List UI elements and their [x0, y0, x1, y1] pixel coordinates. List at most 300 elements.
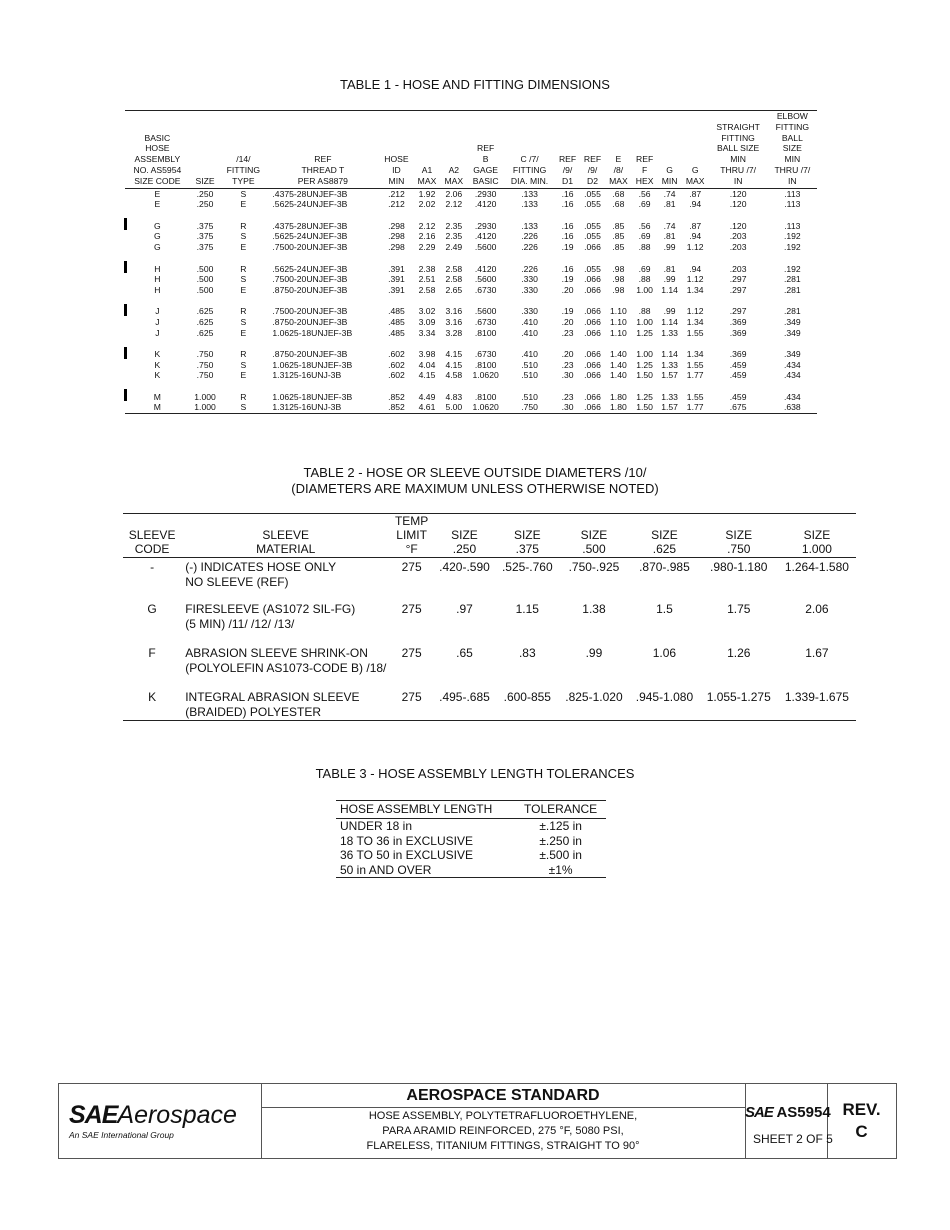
length-range: 36 TO 50 in EXCLUSIVE [340, 848, 473, 862]
sleeve-diameter: 1.339-1.675 [784, 689, 849, 704]
table1-size-group [125, 253, 817, 296]
table1-cell: .85 [612, 231, 625, 242]
table1-cell: .30 [561, 370, 574, 381]
table1-cell: .349 [783, 349, 801, 360]
table1-cell: 1.80 [610, 391, 627, 402]
table1-cell: .852 [388, 402, 405, 413]
table1-cell: 1.57 [661, 370, 678, 381]
table1-cell: G [154, 241, 161, 252]
table2-header-row [123, 514, 856, 558]
table1-col-header: G MAX [685, 164, 705, 186]
table1-col-header: A1 MAX [417, 164, 437, 186]
table1-cell: 1.12 [686, 306, 704, 317]
table1-cell: .203 [729, 263, 747, 274]
table1-cell: 2.58 [418, 284, 436, 295]
table1-cell: .602 [388, 370, 405, 381]
table1-cell: .88 [638, 274, 651, 285]
table1-col-header: REF THREAD T PER AS8879 [297, 154, 348, 186]
table1-cell: 5.00 [445, 402, 463, 413]
table1-cell: 3.16 [445, 306, 463, 317]
table1-cell: .391 [388, 284, 405, 295]
sleeve-diameter: .97 [456, 601, 473, 616]
table1-cell: 1.10 [610, 306, 627, 317]
table1-cell: .625 [196, 306, 214, 317]
table1-cell: .375 [196, 220, 214, 231]
table1-cell: 4.15 [445, 359, 463, 370]
sleeve-diameter: 1.06 [652, 645, 677, 660]
table1-cell: 2.29 [418, 241, 436, 252]
table1-cell: 1.000 [194, 402, 216, 413]
table-row [125, 210, 817, 232]
sleeve-diameter: 1.75 [727, 601, 751, 616]
sae-aerospace-logo: SAEAerospace [69, 1101, 237, 1129]
table1-col-header: A2 MAX [444, 164, 464, 186]
sleeve-diameter: .83 [518, 645, 536, 660]
table1-cell: M [153, 402, 161, 413]
table1-cell: .298 [388, 220, 405, 231]
table1-cell: .203 [729, 241, 747, 252]
table1-cell: .4375-28UNJEF-3B [272, 220, 348, 231]
table-row [125, 295, 817, 317]
table1-cell: E [154, 188, 161, 199]
table1-cell: .297 [729, 306, 747, 317]
table1-cell: .369 [729, 316, 747, 327]
table1-cell: .055 [584, 199, 601, 210]
table1-cell: R [240, 349, 247, 360]
table1-cell: .369 [729, 349, 747, 360]
table1-cell: 1.50 [636, 402, 653, 413]
table1-cell: .330 [521, 274, 538, 285]
table1-cell: .68 [612, 188, 625, 199]
table2-col-header: SIZE .750 [725, 528, 753, 556]
table1-cell: 1.00 [636, 316, 653, 327]
table1-cell: .23 [561, 327, 574, 338]
length-range: 18 TO 36 in EXCLUSIVE [340, 833, 473, 848]
standard-title-cell [261, 1084, 746, 1158]
table1-cell: 1.33 [661, 359, 678, 370]
table1-cell: .330 [521, 284, 538, 295]
table1-col-header: STRAIGHT FITTING BALL SIZE MIN THRU /7/ IN [716, 121, 760, 186]
table1-cell: 4.04 [418, 359, 436, 370]
table1-cell: .8750-20UNJEF-3B [272, 349, 348, 360]
table1-cell: .485 [388, 306, 405, 317]
table1-cell: .625 [196, 327, 214, 338]
table1-cell: .066 [584, 241, 601, 252]
table1-cell: .30 [561, 402, 574, 413]
revision-change-bar [124, 347, 127, 359]
table1-size-group [125, 188, 817, 210]
table1-cell: 1.00 [636, 349, 653, 360]
table1-cell: S [240, 359, 247, 370]
sleeve-diameter: .99 [585, 645, 603, 660]
table1-cell: .133 [521, 188, 538, 199]
table1-cell: .369 [729, 327, 747, 338]
table1-cell: .94 [689, 199, 702, 210]
sleeve-material: (-) INDICATES HOSE ONLY NO SLEEVE (REF) [185, 560, 337, 589]
table1-cell: .750 [196, 359, 214, 370]
table1-cell: 1.3125-16UNJ-3B [272, 402, 342, 413]
table1-cell: .133 [521, 220, 538, 231]
table1-cell: .87 [689, 188, 702, 199]
table1-cell: .99 [663, 306, 676, 317]
table1-cell: .120 [729, 199, 747, 210]
temp-limit: 275 [401, 601, 422, 616]
table1-cell: .638 [783, 402, 801, 413]
table2-col-header: SLEEVE CODE [128, 528, 176, 556]
table1-cell: .81 [663, 199, 676, 210]
table-row [125, 274, 817, 285]
table2-col-header: SIZE 1.000 [801, 528, 832, 556]
table1-cell: .459 [729, 359, 747, 370]
table-row [336, 848, 606, 863]
table1-cell: 1.000 [194, 391, 216, 402]
table1-cell: J [155, 306, 160, 317]
table1-col-header: HOSE ID MIN [384, 154, 409, 186]
table1-cell: 3.09 [418, 316, 436, 327]
table1-cell: 4.58 [445, 370, 463, 381]
table1-cell: 1.3125-16UNJ-3B [272, 370, 342, 381]
table1-cell: H [154, 274, 161, 285]
table1-cell: .510 [521, 370, 538, 381]
table1-cell: 1.0625-18UNJEF-3B [272, 327, 353, 338]
table1-col-header: REF /9/ D2 [583, 154, 602, 186]
table2-col-header: SIZE .500 [580, 528, 608, 556]
table1-cell: .56 [638, 188, 651, 199]
title-block [58, 1083, 897, 1159]
table1-cell: .120 [729, 220, 747, 231]
table1-col-header: E /8/ MAX [609, 154, 628, 186]
table1-cell: 1.12 [686, 274, 704, 285]
table1-cell: 1.57 [661, 402, 678, 413]
table1-cell: .16 [561, 188, 574, 199]
table1-cell: .510 [521, 359, 538, 370]
table-row [125, 360, 817, 371]
table1-cell: 1.25 [636, 391, 653, 402]
table1-cell: .459 [729, 391, 747, 402]
table1-cell: S [240, 188, 247, 199]
table1-col-header: SIZE [195, 175, 215, 186]
sleeve-diameter: 2.06 [805, 601, 829, 616]
table1-cell: .066 [584, 284, 601, 295]
table3-header-row [336, 801, 606, 819]
revision-change-bar [124, 389, 127, 401]
table1-cell: .485 [388, 316, 405, 327]
table1-cell: .391 [388, 274, 405, 285]
table1-size-group [125, 295, 817, 338]
table1-cell: S [240, 402, 247, 413]
table-row [125, 199, 817, 210]
table1-cell: .113 [784, 188, 801, 199]
length-range: UNDER 18 in [340, 819, 413, 833]
table1-size-group [125, 210, 817, 253]
table1-cell: E [240, 370, 247, 381]
table1-cell: 1.12 [686, 241, 704, 252]
revision-cell [827, 1084, 896, 1158]
table1-cell: .4120 [474, 231, 497, 242]
table1-cell: .98 [612, 263, 625, 274]
table1-cell: 3.98 [418, 349, 436, 360]
logo-subtitle: An SAE International Group [69, 1130, 174, 1140]
table1-cell: .113 [784, 199, 801, 210]
table1-size-group [125, 338, 817, 381]
table1-cell: 2.58 [445, 274, 463, 285]
standard-type: AEROSPACE STANDARD [261, 1084, 745, 1108]
sleeve-diameter: 1.26 [727, 645, 751, 660]
table1-cell: .250 [196, 188, 214, 199]
table2-caption-line1: TABLE 2 - HOSE OR SLEEVE OUTSIDE DIAMETERS /10/ [303, 465, 647, 480]
table3-header-tolerance: TOLERANCE [524, 802, 598, 816]
table-row [123, 600, 856, 644]
table3-header-length: HOSE ASSEMBLY LENGTH [340, 802, 493, 816]
table1-cell: 1.25 [636, 359, 653, 370]
sleeve-material: FIRESLEEVE (AS1072 SIL-FG) (5 MIN) /11/ /12/ /13/ [185, 601, 356, 631]
table-row [123, 644, 856, 688]
table-row [125, 338, 817, 360]
table1-cell: M [153, 391, 161, 402]
table1-cell: 2.06 [445, 188, 463, 199]
table1-cell: .055 [584, 263, 601, 274]
table1-cell: R [240, 220, 247, 231]
table1-cell: .2930 [474, 220, 497, 231]
temp-limit: 275 [401, 645, 422, 660]
table1-cell: .281 [783, 284, 801, 295]
table1-header-row [125, 111, 817, 189]
sheet-number: SHEET 2 OF 5 [753, 1132, 833, 1146]
table1-cell: .750 [196, 370, 214, 381]
table1-cell: .602 [388, 349, 405, 360]
table1-cell: 2.35 [445, 231, 463, 242]
table1-cell: R [240, 306, 247, 317]
table1-cell: .20 [561, 349, 574, 360]
table1-cell: 3.16 [445, 316, 463, 327]
table1-cell: 4.15 [445, 349, 463, 360]
sleeve-diameter: .870-.985 [639, 560, 690, 574]
sleeve-diameter: 1.38 [582, 601, 606, 616]
revision-value: C [855, 1122, 868, 1141]
table1-cell: .750 [196, 349, 214, 360]
table1-cell: .6730 [474, 316, 497, 327]
table1-cell: .485 [388, 327, 405, 338]
table1-cell: S [240, 316, 247, 327]
table1-cell: .281 [783, 306, 801, 317]
revision-change-bar [124, 218, 127, 230]
table1-cell: .2930 [474, 188, 497, 199]
table-row [125, 402, 817, 413]
sleeve-diameter: .980-1.180 [710, 560, 768, 574]
table1-cell: .500 [196, 284, 214, 295]
table1-cell: 1.0620 [472, 402, 499, 413]
table1-cell: .23 [561, 391, 574, 402]
table-row [336, 819, 606, 834]
table1-cell: .120 [729, 188, 747, 199]
table1-cell: .7500-20UNJEF-3B [272, 241, 348, 252]
table1-cell: K [154, 349, 161, 360]
table1-cell: .250 [196, 199, 214, 210]
table1-cell: 2.51 [418, 274, 436, 285]
table2-col-header: TEMP LIMIT °F [394, 514, 429, 556]
sleeve-diameter: .825-1.020 [565, 689, 623, 704]
table1-cell: .85 [612, 220, 625, 231]
table1-cell: .113 [784, 220, 801, 231]
table1-cell: .066 [584, 391, 601, 402]
table1-cell: 1.33 [661, 327, 678, 338]
table1-cell: S [240, 231, 247, 242]
temp-limit: 275 [401, 689, 422, 704]
sleeve-code: K [148, 689, 157, 704]
table1-cell: 2.58 [445, 263, 463, 274]
table1-cell: 1.40 [610, 370, 627, 381]
table1-cell: .5600 [474, 241, 497, 252]
table1-cell: 1.77 [686, 370, 704, 381]
table1-cell: .8100 [474, 391, 497, 402]
table1-cell: .5600 [474, 274, 497, 285]
sleeve-diameter: .945-1.080 [635, 689, 694, 704]
tolerance-value: ±.125 in [539, 819, 582, 833]
table1-cell: .212 [388, 199, 405, 210]
table1-cell: 4.15 [418, 370, 436, 381]
table1-cell: .330 [521, 306, 538, 317]
table1-cell: .226 [521, 231, 538, 242]
table1-cell: 1.14 [661, 316, 678, 327]
table1-cell: 1.50 [636, 370, 653, 381]
sleeve-diameter: 1.264-1.580 [784, 560, 849, 574]
table1-cell: H [154, 263, 161, 274]
table1-cell: 1.0620 [472, 370, 499, 381]
table1-cell: J [155, 316, 160, 327]
table-row [125, 285, 817, 296]
table1-cell: .7500-20UNJEF-3B [272, 306, 348, 317]
table1-cell: .56 [638, 220, 651, 231]
table1-cell: G [154, 220, 161, 231]
table1-cell: S [240, 274, 247, 285]
table1-cell: E [240, 241, 247, 252]
standard-description: HOSE ASSEMBLY, POLYTETRAFLUOROETHYLENE, PARA ARAMID REINFORCED, 275 °F, 5080 PSI, FLARELESS, TITANIUM FITTINGS, STRAIGHT TO 90° [366, 1110, 640, 1152]
hose-fitting-dimensions-table [125, 110, 817, 414]
table1-cell: .192 [783, 263, 801, 274]
table2-col-header: SIZE .250 [451, 528, 478, 556]
table-row [336, 863, 606, 878]
table2-col-header: SLEEVE MATERIAL [256, 528, 316, 556]
table1-cell: .6730 [474, 284, 497, 295]
table1-cell: .055 [584, 231, 601, 242]
table-row [125, 188, 817, 199]
table1-cell: .226 [521, 241, 538, 252]
table1-cell: 2.65 [445, 284, 463, 295]
table1-cell: .349 [783, 316, 801, 327]
table-row [125, 370, 817, 381]
table1-cell: 1.77 [686, 402, 704, 413]
table1-col-header: REF /9/ D1 [558, 154, 577, 186]
table1-cell: 2.12 [445, 199, 463, 210]
table1-cell: 1.34 [686, 349, 704, 360]
table1-col-header: G MIN [661, 164, 678, 186]
table1-cell: 1.55 [686, 391, 704, 402]
table1-cell: .16 [561, 231, 574, 242]
table1-cell: .69 [638, 199, 651, 210]
table-row [123, 688, 856, 721]
sleeve-diameter: 1.055-1.275 [706, 689, 771, 704]
table1-cell: E [240, 199, 247, 210]
sleeve-code: G [147, 601, 157, 616]
sleeve-diameter: .65 [456, 645, 473, 660]
sleeve-diameter: 1.15 [515, 601, 539, 616]
table1-cell: .434 [783, 391, 801, 402]
table1-cell: .4120 [474, 263, 497, 274]
table1-cell: .94 [689, 231, 702, 242]
table1-cell: .88 [638, 241, 651, 252]
sleeve-material: ABRASION SLEEVE SHRINK-ON (POLYOLEFIN AS1073-CODE B) /18/ [185, 645, 387, 675]
table1-cell: 2.02 [418, 199, 436, 210]
table1-cell: 4.49 [418, 391, 436, 402]
table1-cell: 1.0625-18UNJEF-3B [272, 359, 353, 370]
table1-cell: .410 [521, 316, 538, 327]
sleeve-diameter: .420-.590 [439, 560, 490, 574]
table1-cell: .5625-24UNJEF-3B [272, 263, 348, 274]
tolerance-value: ±.500 in [539, 848, 582, 862]
table1-cell: .20 [561, 316, 574, 327]
table1-cell: .625 [196, 316, 214, 327]
table1-cell: .5625-24UNJEF-3B [272, 231, 348, 242]
table1-cell: 2.12 [418, 220, 436, 231]
table1-size-group [125, 381, 817, 414]
table1-cell: .8750-20UNJEF-3B [272, 316, 348, 327]
table1-cell: 1.34 [686, 284, 704, 295]
table1-cell: .055 [584, 188, 601, 199]
temp-limit: 275 [401, 560, 422, 574]
table1-cell: 1.25 [636, 327, 653, 338]
table1-cell: K [154, 370, 161, 381]
table1-cell: .8750-20UNJEF-3B [272, 284, 348, 295]
table1-cell: .212 [388, 188, 405, 199]
table3-caption: TABLE 3 - HOSE ASSEMBLY LENGTH TOLERANCES [315, 766, 635, 781]
table1-cell: .98 [612, 274, 625, 285]
tolerance-value: ±.250 in [539, 833, 582, 848]
table1-cell: .298 [388, 241, 405, 252]
table1-cell: .434 [783, 370, 801, 381]
table-row [125, 253, 817, 275]
table2-caption-line2: (DIAMETERS ARE MAXIMUM UNLESS OTHERWISE NOTED) [291, 481, 659, 496]
table1-cell: .349 [783, 327, 801, 338]
table1-cell: .602 [388, 359, 405, 370]
table2-col-header: SIZE .625 [651, 528, 678, 556]
table1-cell: 2.16 [418, 231, 436, 242]
table1-cell: J [155, 327, 160, 338]
table1-cell: .4120 [474, 199, 497, 210]
sleeve-diameter: .495-.685 [439, 689, 490, 704]
table1-cell: .16 [561, 263, 574, 274]
table1-cell: K [154, 359, 161, 370]
table1-cell: 1.40 [610, 359, 627, 370]
table1-cell: 1.55 [686, 327, 704, 338]
sleeve-diameter: 1.67 [805, 645, 829, 660]
table1-cell: R [240, 391, 247, 402]
table1-cell: .459 [729, 370, 747, 381]
table1-cell: .16 [561, 199, 574, 210]
document-number-cell [745, 1084, 833, 1158]
table1-cell: .226 [521, 263, 538, 274]
table1-cell: 1.55 [686, 359, 704, 370]
table1-cell: .500 [196, 263, 214, 274]
table1-cell: .94 [689, 263, 702, 274]
tolerance-value: ±1% [548, 862, 573, 877]
table1-cell: .23 [561, 359, 574, 370]
revision-change-bar [124, 261, 127, 273]
revision-change-bar [124, 304, 127, 316]
table-row [336, 834, 606, 849]
table1-cell: .16 [561, 220, 574, 231]
sleeve-diameter: 1.5 [656, 601, 673, 616]
table1-col-header: REF B GAGE BASIC [472, 143, 499, 186]
